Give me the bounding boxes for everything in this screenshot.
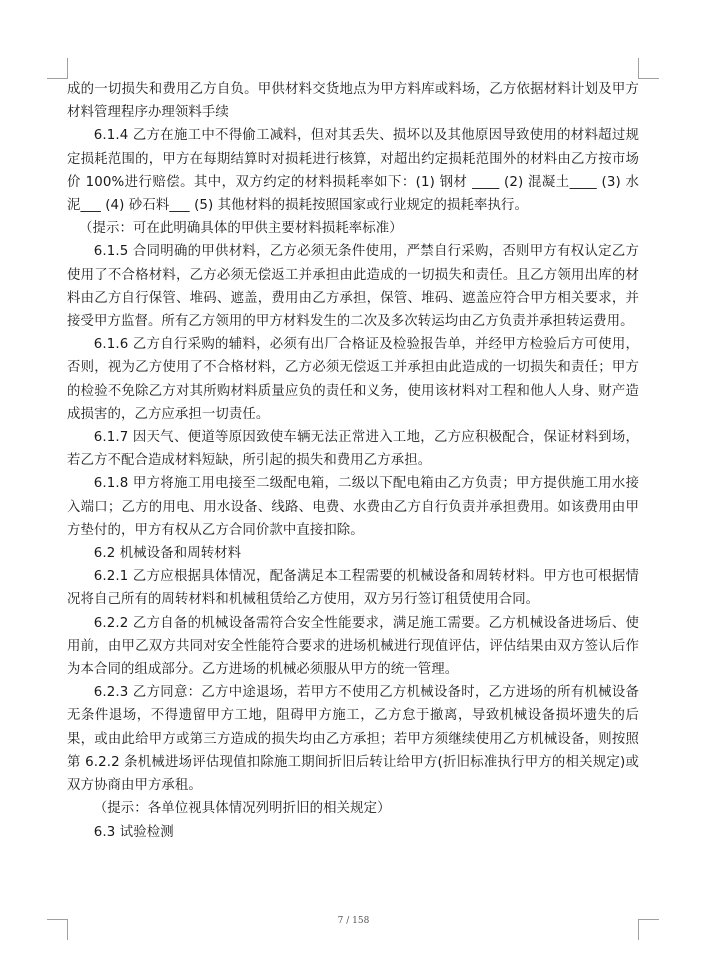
page-number: 7 / 158 xyxy=(337,916,370,926)
crop-mark-top-left xyxy=(47,58,68,79)
paragraph-6-2-3: 6.2.3 乙方同意：乙方中途退场，若甲方不使用乙方机械设备时，乙方进场的所有机械设备无条件退场，不得遗留甲方工地，阻碍甲方施工，乙方怠于撤离，导致机械设备损坏遗失的后果，或由此给甲方或第三方造成的损失均由乙方承担；若甲方须继续使用乙方机械设备，则按照第 6.2.2 条机械进场评估现值扣除施工期间折旧后转让给甲方(折旧标准执行甲方的相关规定)或双方协商由甲方承租。 xyxy=(67,685,639,794)
hint-depreciation: （提示：各单位视具体情况列明折旧的相关规定） xyxy=(93,801,391,817)
paragraph-6-1-7: 6.1.7 因天气、便道等原因致使车辆无法正常进入工地，乙方应积极配合，保证材料到场，若乙方不配合造成材料短缺，所引起的损失和费用乙方承担。 xyxy=(67,430,639,469)
paragraph-continuation: 成的一切损失和费用乙方自负。甲供材料交货地点为甲方料库或料场，乙方依据材料计划及甲方材料管理程序办理领料手续 xyxy=(67,82,639,121)
heading-6-3: 6.3 试验检测 xyxy=(93,824,174,840)
paragraph-6-1-5: 6.1.5 合同明确的甲供材料，乙方必须无条件使用，严禁自行采购，否则甲方有权认定乙方使用了不合格材料，乙方必须无偿返工并承担由此造成的一切损失和责任。且乙方领用出库的材料由乙方自行保管、堆码、遮盖，费用由乙方承担，保管、堆码、遮盖应符合甲方相关要求，并接受甲方监督。所有乙方领用的甲方材料发生的二次及多次转运均由乙方负责并承担转运费用。 xyxy=(67,244,639,330)
hint-material-loss-rate: （提示：可在此明确具体的甲供主要材料损耗率标准） xyxy=(79,221,403,237)
document-body[interactable] xyxy=(67,78,639,844)
paragraph-6-2-2: 6.2.2 乙方自备的机械设备需符合安全性能要求，满足施工需要。乙方机械设备进场后、使用前，由甲乙双方共同对安全性能符合要求的进场机械进行现值评估，评估结果由双方签认后作为本合同的组成部分。乙方进场的机械必须服从甲方的统一管理。 xyxy=(67,615,639,678)
heading-6-2: 6.2 机械设备和周转材料 xyxy=(93,546,242,562)
paragraph-6-1-8: 6.1.8 甲方将施工用电接至二级配电箱，二级以下配电箱由乙方负责；甲方提供施工用水接入端口；乙方的用电、用水设备、线路、电费、水费由乙方自行负责并承担费用。如该费用由甲方垫付的，甲方有权从乙方合同价款中直接扣除。 xyxy=(67,476,639,538)
crop-mark-top-right xyxy=(638,58,659,79)
paragraph-6-1-6: 6.1.6 乙方自行采购的辅料，必须有出厂合格证及检验报告单，并经甲方检验后方可使用，否则，视为乙方使用了不合格材料，乙方必须无偿返工并承担由此造成的一切损失和责任；甲方的检验不免除乙方对其所购材料质量应负的责任和义务，使用该材料对工程和他人人身、财产造成损害的，乙方应承担一切责任。 xyxy=(67,337,639,422)
paragraph-6-2-1: 6.2.1 乙方应根据具体情况，配备满足本工程需要的机械设备和周转材料。甲方也可根据情况将自己所有的周转材料和机械租赁给乙方使用，双方另行签订租赁使用合同。 xyxy=(67,569,639,608)
paragraph-6-1-4: 6.1.4 乙方在施工中不得偷工减料，但对其丢失、损坏以及其他原因导致使用的材料超过规定损耗范围的，甲方在每期结算时对损耗进行核算，对超出约定损耗范围外的材料由乙方按市场价 100%进行赔偿。其中，双方约定的材料损耗率如下：(1) 钢材 ____ (2) 混凝土____ (3) 水泥___ (4) 砂石料___ (5) 其他材料的损耗按照国家或行业规定的损耗率执行。 xyxy=(67,128,639,214)
